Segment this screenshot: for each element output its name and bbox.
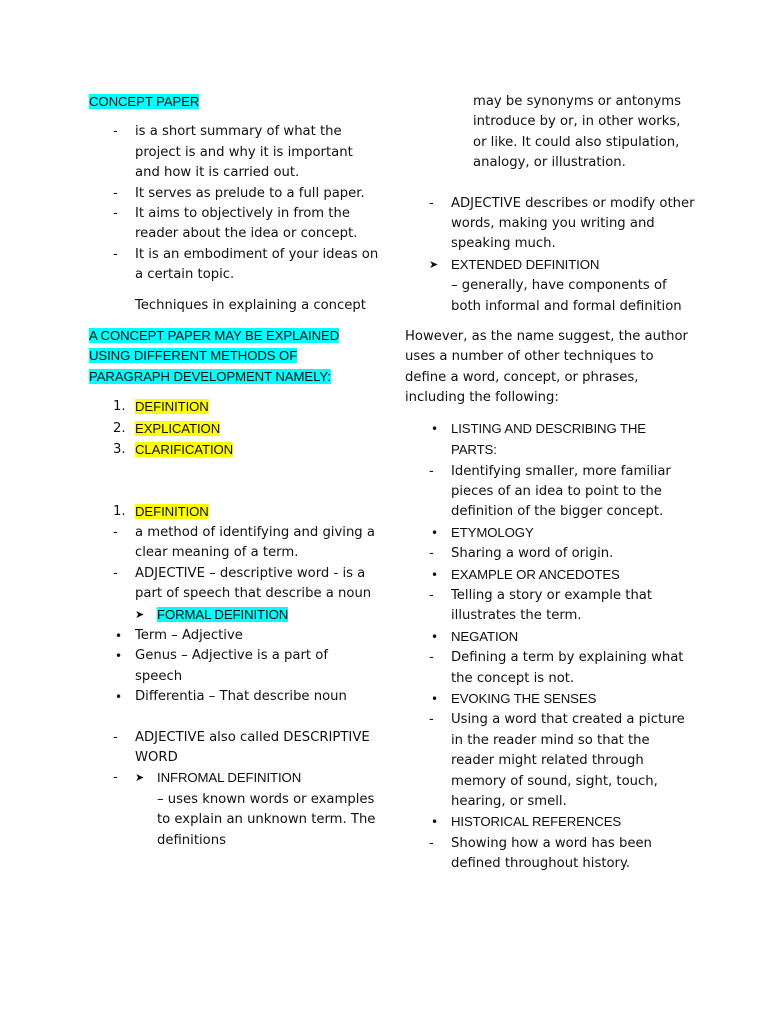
list-item: - It aims to objectively in from the reader about the idea or concept.	[113, 206, 358, 242]
bullet-icon: •	[115, 649, 123, 664]
bullet-icon: •	[431, 567, 439, 582]
right-column	[405, 92, 695, 875]
informal-definition-text: – uses known words or examples to explain an unknown term. The definitions	[157, 791, 376, 848]
list-item: • EVOKING THE SENSES	[405, 689, 695, 710]
techniques-text: Techniques in explaining a concept	[135, 297, 366, 313]
list-item: - Defining a term by explaining what the concept is not.	[429, 650, 684, 686]
bullet-icon: •	[431, 525, 439, 540]
list-item: • Genus – Adjective is a part of speech	[115, 648, 328, 684]
list-item: • Differentia – That describe noun	[89, 687, 379, 707]
list-item: - ADJECTIVE also called DESCRIPTIVE WORD	[113, 729, 370, 765]
list-item: - It serves as prelude to a full paper.	[113, 185, 365, 201]
bullet-icon: •	[431, 629, 439, 644]
bullet-icon: •	[115, 628, 123, 643]
bullet-icon: •	[431, 421, 439, 436]
arrow-icon: ➤	[429, 257, 439, 271]
formal-definition-item: ➤ FORMAL DEFINITION	[89, 605, 379, 626]
list-item: - Telling a story or example that illustrates the term.	[429, 587, 653, 624]
definition-heading: 1. DEFINITION	[113, 503, 209, 519]
list-item: - Sharing a word of origin.	[429, 546, 614, 562]
list-item: - Identifying smaller, more familiar pieces of an idea to point to the definition of the bigger concept.	[429, 463, 671, 520]
list-item: - Using a word that created a picture in the reader mind so that the reader might related through memory of sound, sight, touch, hearing, or smell.	[429, 712, 685, 809]
list-item: - Showing how a word has been defined throughout history.	[429, 835, 652, 872]
list-item: - ADJECTIVE describes or modify other words, making you writing and speaking much.	[429, 195, 695, 252]
list-item: - It is an embodiment of your ideas on a certain topic.	[113, 246, 379, 283]
list-item: • LISTING AND DESCRIBING THE PARTS:	[431, 420, 647, 458]
list-item: • Term – Adjective	[89, 626, 379, 646]
informal-definition-item: ➤ INFROMAL DEFINITION	[89, 768, 379, 789]
list-item: - a method of identifying and giving a clear meaning of a term.	[113, 524, 375, 561]
methods-heading: A CONCEPT PAPER MAY BE EXPLAINED USING DIFFERENT METHODS OF PARAGRAPH DEVELOPMENT NAMELY:	[89, 328, 340, 384]
list-item: • ETYMOLOGY	[405, 523, 695, 544]
arrow-icon: ➤	[135, 771, 145, 785]
concept-paper-heading: CONCEPT PAPER	[89, 94, 200, 109]
bullet-icon: •	[431, 815, 439, 830]
extended-definition-text: – generally, have components of both informal and formal definition	[451, 278, 682, 314]
arrow-icon: ➤	[135, 607, 145, 621]
continuation-text: may be synonyms or antonyms introduce by or, in other works, or like. It could also stipulation, analogy, or illustration.	[473, 94, 682, 171]
method-item: 3. CLARIFICATION	[113, 442, 234, 458]
method-item: 2. EXPLICATION	[113, 420, 221, 436]
method-item: 1. DEFINITION	[113, 399, 209, 415]
list-item: • HISTORICAL REFERENCES	[405, 812, 695, 833]
list-item: • NEGATION	[405, 627, 695, 648]
extended-definition-item: ➤ EXTENDED DEFINITION	[405, 255, 695, 276]
list-item: - ADJECTIVE – descriptive word - is a part of speech that describe a noun	[113, 565, 372, 602]
bullet-icon: •	[115, 690, 123, 705]
left-column: CONCEPT PAPER - is a short summary of what the project is and why it is important and how it is carried out. - It serves as prelude to a full paper. - It aims to objectively in from the reader about the idea or concept. - It is an embodiment of your ideas on a certain topic. Techniques in explaining a concept A CONCEPT PAPER MAY BE EXPLAINED USING DIFFERENT METHODS OF PARAGRAPH DEVELOPMENT NAMELY: 1. DEFINITION 2. EXPLICATION 3. CLARIFICATION 1. DEFINITION - a method of identifying and giving a clear meaning of a term. - ADJECTIVE – descriptive word - is a part of speech that describe a noun ➤ FORMAL DEFINITION • Term – Adjective • Genus – Adjective is a part of speech • Differentia – That describe noun - ADJECTIVE also called DESCRIPTIVE WORD - ➤ INFROMAL DEFINITION – uses known words or examples to explain an unknown term. The definitions	[89, 92, 379, 851]
list-item: • EXAMPLE OR ANCEDOTES	[405, 565, 695, 586]
list-item: - is a short summary of what the project is and why it is important and how it is carried out.	[113, 124, 353, 181]
bullet-icon: •	[431, 691, 439, 706]
techniques-list	[405, 419, 695, 875]
however-paragraph: However, as the name suggest, the author uses a number of other techniques to define a word, concept, or phrases, including the following:	[405, 329, 688, 406]
